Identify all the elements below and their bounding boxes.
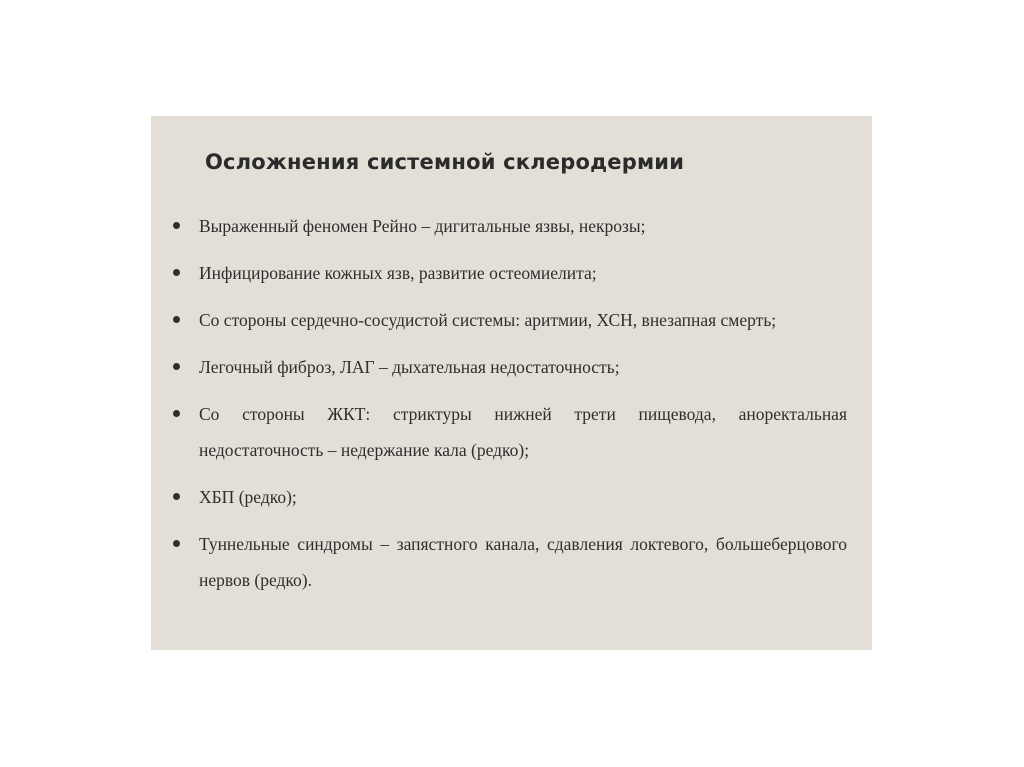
- bullet-dot-icon: [173, 493, 180, 500]
- list-item-text: Легочный фиброз, ЛАГ – дыхательная недостаточность;: [199, 357, 620, 377]
- bullet-dot-icon: [173, 316, 180, 323]
- list-item-text: Со стороны сердечно-сосудистой системы: аритмии, ХСН, внезапная смерть;: [199, 310, 777, 330]
- list-item-text: Инфицирование кожных язв, развитие остеомиелита;: [199, 263, 597, 283]
- slide: [151, 116, 872, 650]
- list-item-text: Туннельные синдромы – запястного канала, сдавления локтевого, большеберцового нервов (редко).: [199, 534, 847, 590]
- bullet-dot-icon: [173, 410, 180, 417]
- list-item: [171, 396, 847, 468]
- list-item: [171, 208, 847, 244]
- list-item: [171, 255, 847, 291]
- list-item: [171, 526, 847, 598]
- bullet-list: [171, 208, 847, 609]
- bullet-dot-icon: [173, 363, 180, 370]
- list-item-text: Выраженный феномен Рейно – дигитальные язвы, некрозы;: [199, 216, 646, 236]
- list-item: [171, 479, 847, 515]
- bullet-dot-icon: [173, 540, 180, 547]
- bullet-dot-icon: [173, 269, 180, 276]
- bullet-dot-icon: [173, 222, 180, 229]
- list-item-text: ХБП (редко);: [199, 487, 297, 507]
- list-item: [171, 349, 847, 385]
- list-item: [171, 302, 847, 338]
- slide-title: Осложнения системной склеродермии: [205, 150, 685, 174]
- list-item-text: Со стороны ЖКТ: стриктуры нижней трети пищевода, аноректальная недостаточность – недержание кала (редко);: [199, 404, 847, 460]
